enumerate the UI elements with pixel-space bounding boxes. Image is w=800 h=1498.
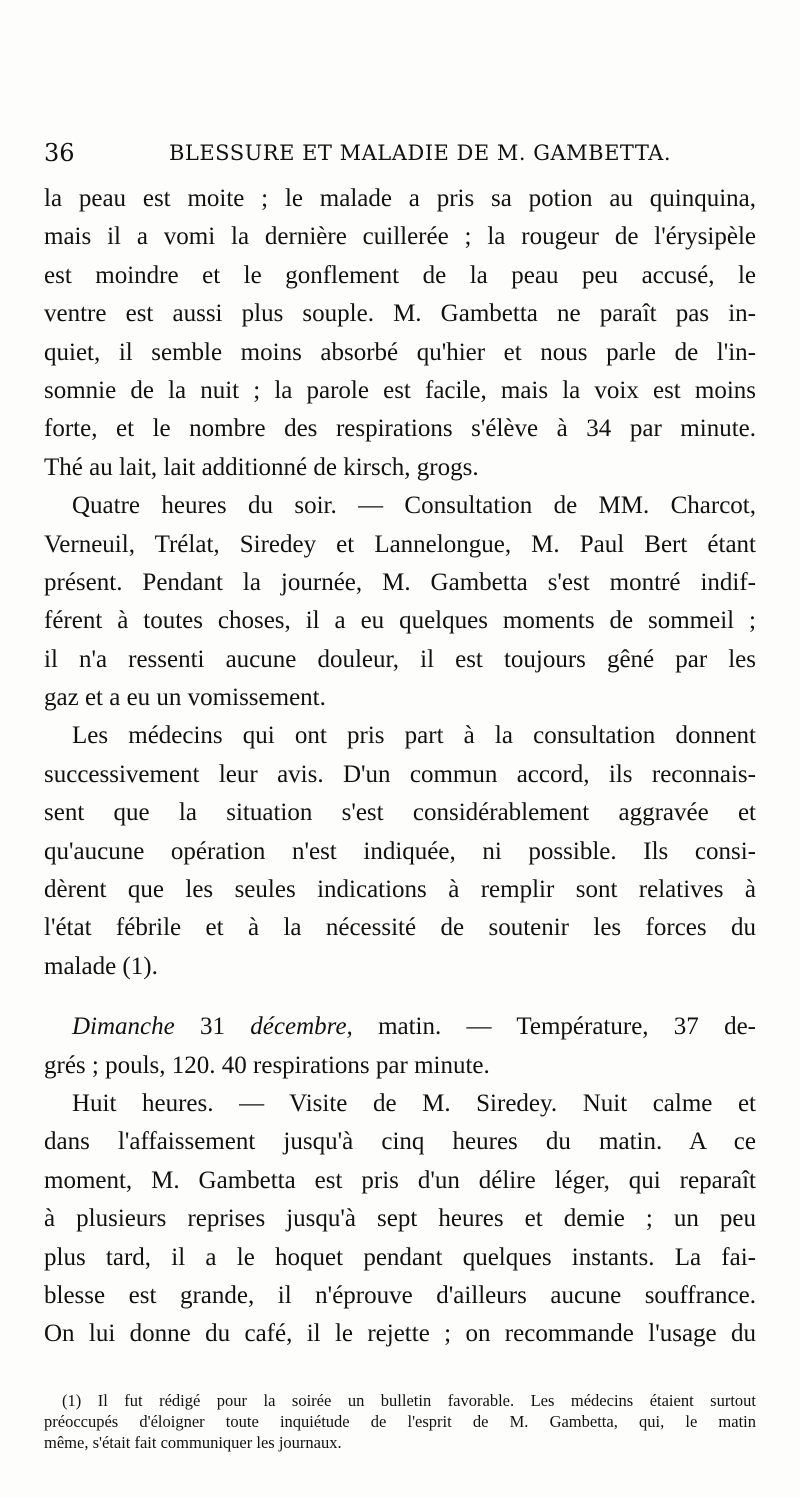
footnote-line: même, s'était fait communiquer les journaux. — [44, 1433, 342, 1452]
text-line: somnie de la nuit ; la parole est facile, mais la voix est moins — [44, 376, 756, 404]
text-line: forte, et le nombre des respirations s'élève à 34 par minute. — [44, 415, 756, 443]
running-head — [44, 136, 756, 170]
text-line: grés ; pouls, 120. 40 respirations par minute. — [44, 1051, 490, 1079]
text-line: moment, M. Gambetta est pris d'un délire léger, qui reparaît — [44, 1166, 756, 1194]
page-number: 36 — [44, 139, 75, 167]
footnote-line: (1) Il fut rédigé pour la soirée un bulletin favorable. Les médecins étaient surtout — [62, 1391, 756, 1410]
text-line: est moindre et le gonflement de la peau peu accusé, le — [44, 261, 756, 289]
text-line: Thé au lait, lait additionné de kirsch, grogs. — [44, 453, 479, 481]
text-line: blesse est grande, il n'éprouve d'ailleurs aucune souffrance. — [44, 1281, 756, 1309]
text-line: Verneuil, Trélat, Siredey et Lannelongue, M. Paul Bert étant — [44, 530, 756, 558]
text-line: On lui donne du café, il le rejette ; on recommande l'usage du — [44, 1320, 756, 1348]
text-line: à plusieurs reprises jusqu'à sept heures et demie ; un peu — [44, 1205, 756, 1233]
paragraph-start-line: Les médecins qui ont pris part à la consultation donnent — [72, 722, 756, 750]
paragraph-start-line: Quatre heures du soir. — Consultation de MM. Charcot, — [72, 492, 756, 520]
italic-day: Dimanche — [72, 1013, 175, 1041]
text-line: plus tard, il a le hoquet pendant quelques instants. La fai- — [44, 1243, 756, 1271]
text-line: qu'aucune opération n'est indiquée, ni possible. Ils consi- — [44, 837, 756, 865]
text-line: gaz et a eu un vomissement. — [44, 684, 326, 712]
text-line: férent à toutes choses, il a eu quelques moments de sommeil ; — [44, 607, 756, 635]
running-title: BLESSURE ET MALADIE DE M. GAMBETTA. — [168, 141, 672, 165]
text-line: successivement leur avis. D'un commun accord, ils reconnais- — [44, 760, 756, 788]
section-gap — [44, 986, 756, 1008]
footnote — [44, 1390, 756, 1453]
text-line: présent. Pendant la journée, M. Gambetta s'est montré indif- — [44, 568, 756, 596]
text-line: mais il a vomi la dernière cuillerée ; la rougeur de l'érysipèle — [44, 223, 756, 251]
text-line: il n'a ressenti aucune douleur, il est toujours gêné par les — [44, 645, 756, 673]
text-line: la peau est moite ; le malade a pris sa potion au quinquina, — [44, 185, 756, 212]
footnote-line: préoccupés d'éloigner toute inquiétude de l'esprit de M. Gambetta, qui, le matin — [44, 1412, 756, 1431]
text-line: quiet, il semble moins absorbé qu'hier et nous parle de l'in- — [44, 338, 756, 366]
date-heading-line: Dimanche 31 décembre, matin. — Température, 37 de- — [72, 1013, 756, 1041]
text-line: l'état fébrile et à la nécessité de soutenir les forces du — [44, 914, 756, 942]
body-text — [44, 180, 756, 1354]
text-line: sent que la situation s'est considérablement aggravée et — [44, 799, 756, 827]
text-line: ventre est aussi plus souple. M. Gambetta ne paraît pas in- — [44, 300, 756, 328]
paragraph-start-line: Huit heures. — Visite de M. Siredey. Nuit calme et — [72, 1089, 756, 1117]
text-line: dans l'affaissement jusqu'à cinq heures du matin. A ce — [44, 1128, 756, 1156]
text-line: malade (1). — [44, 952, 158, 980]
text-line: dèrent que les seules indications à remplir sont relatives à — [44, 876, 756, 904]
italic-month: décembre, — [250, 1013, 353, 1041]
